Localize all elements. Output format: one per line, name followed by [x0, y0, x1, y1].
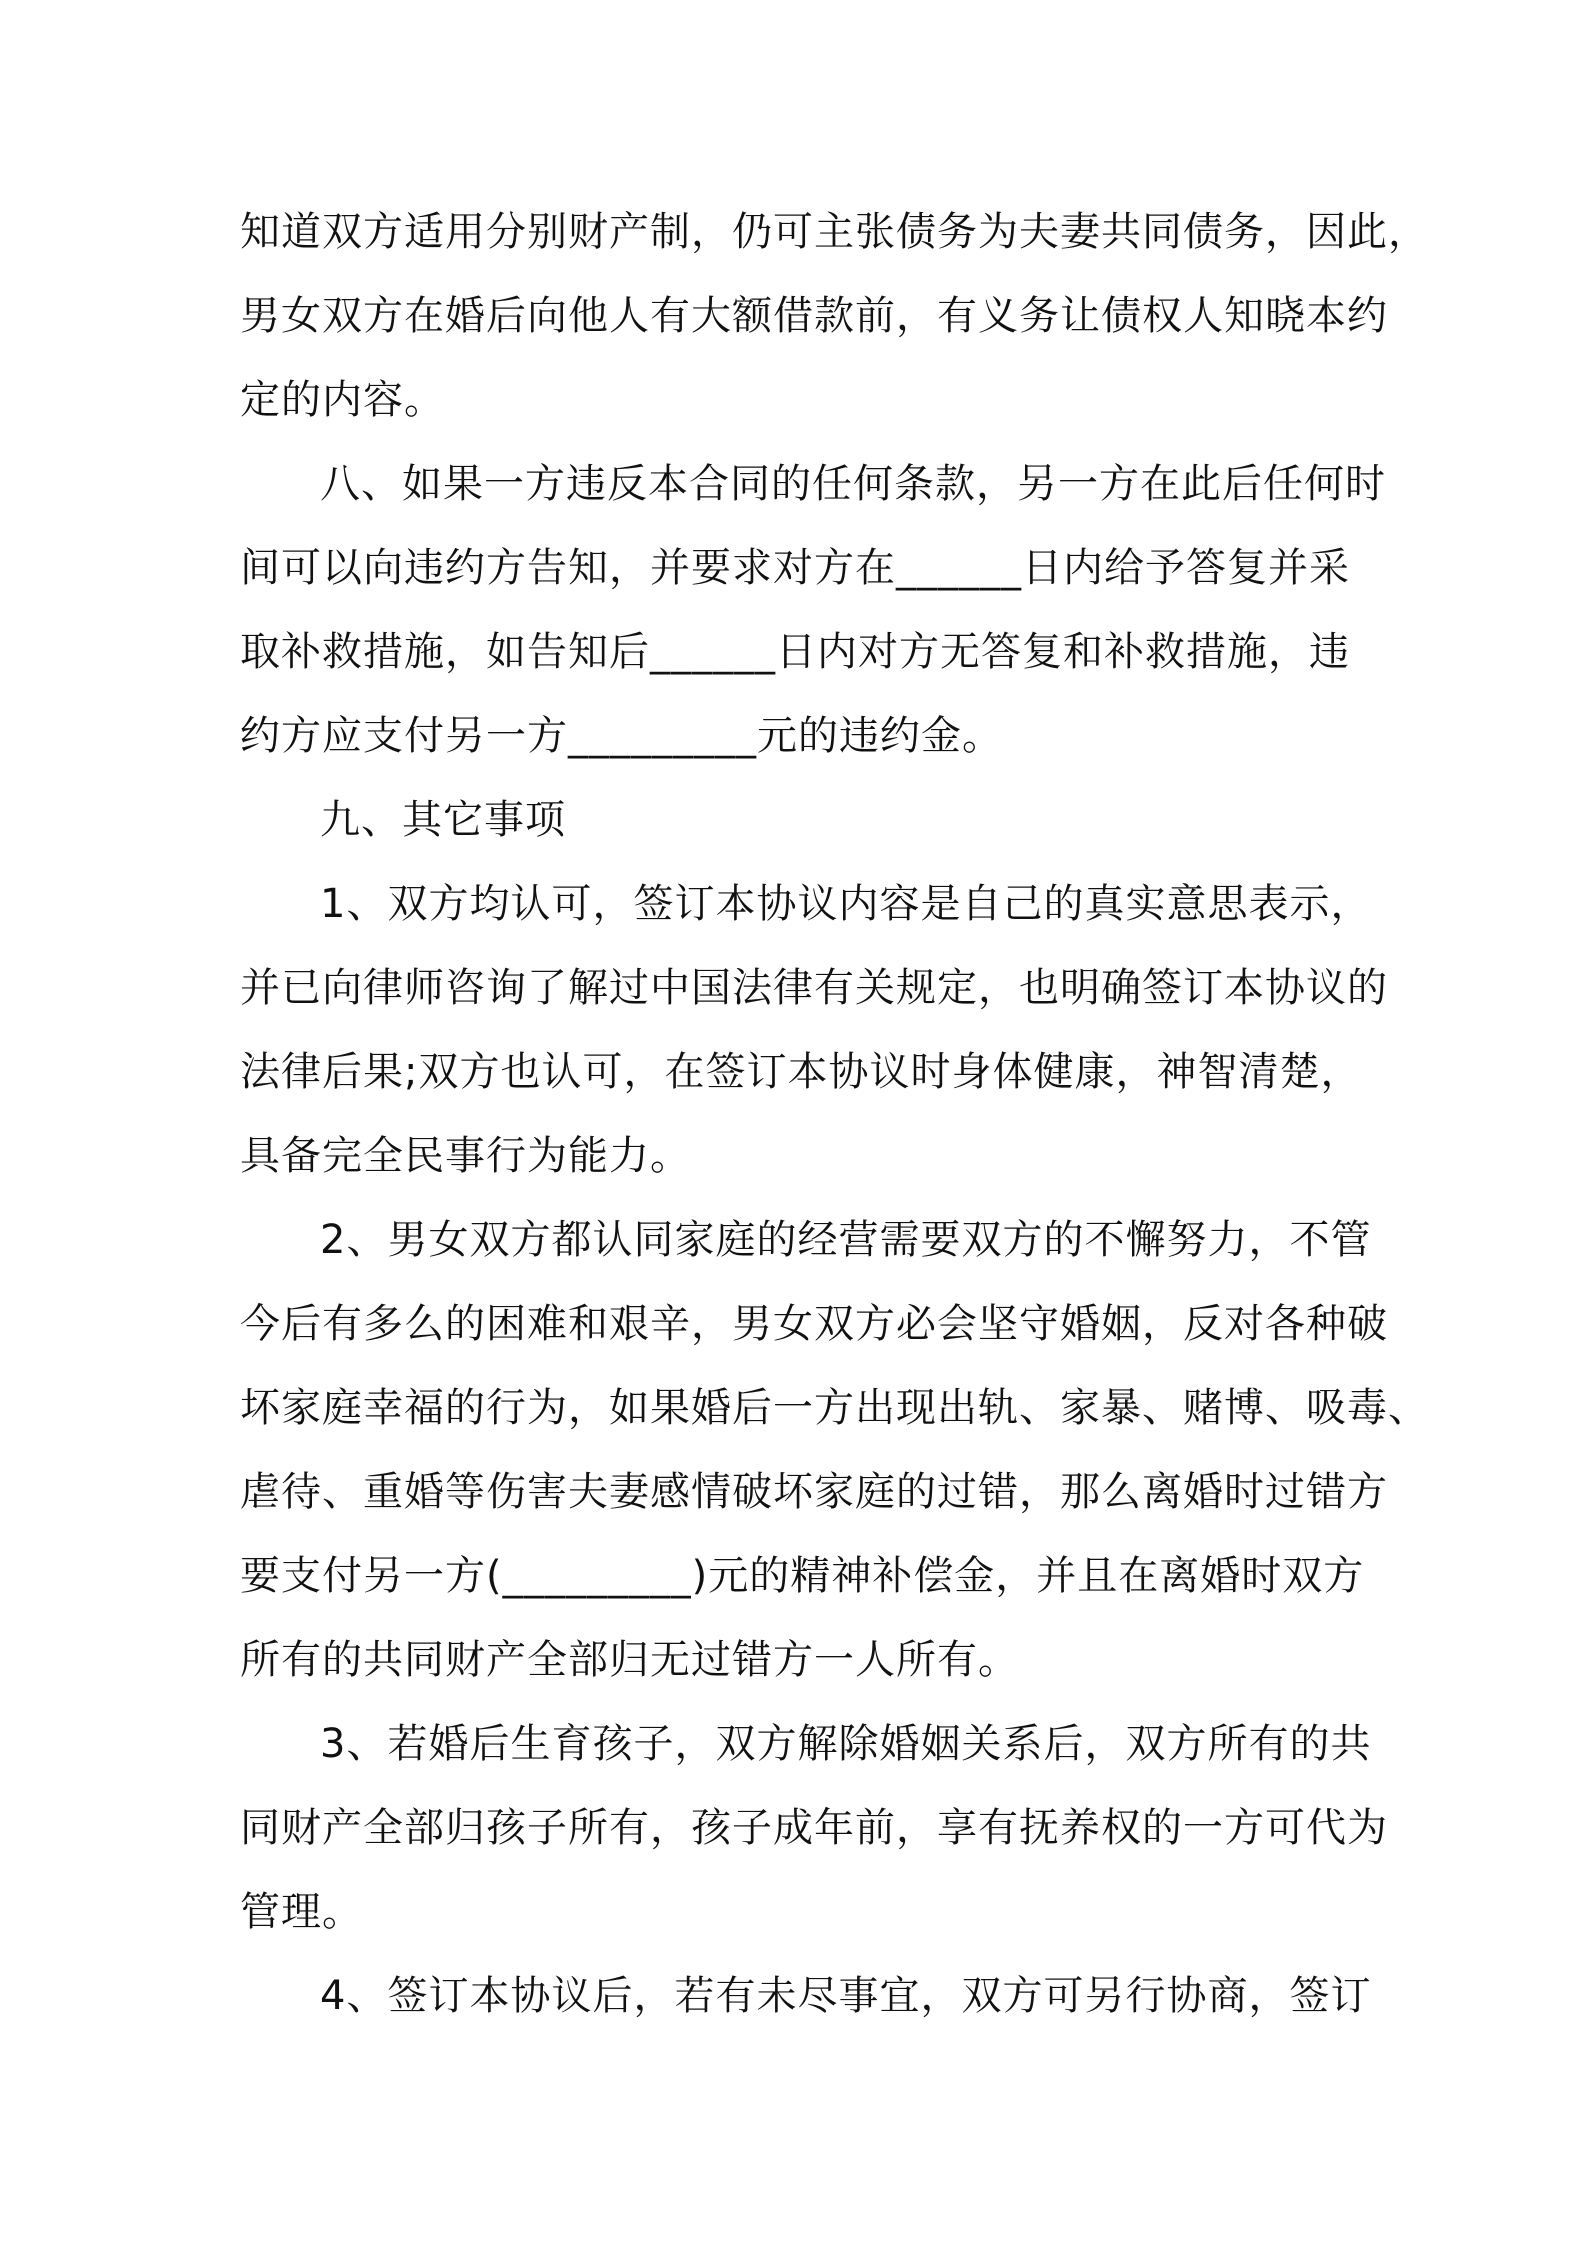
item-3-line: 3、若婚后生育孩子，双方解除婚姻关系后，双方所有的共 [320, 1721, 1372, 1767]
document-body [240, 190, 1429, 2038]
text-line: 约方应支付另一方_________元的违约金。 [240, 713, 1003, 759]
clause-8-heading-line: 八、如果一方违反本合同的任何条款，另一方在此后任何时 [320, 461, 1386, 507]
text-line: 所有的共同财产全部归无过错方一人所有。 [240, 1637, 1019, 1683]
item-4-line: 4、签订本协议后，若有未尽事宜，双方可另行协商，签订 [320, 1973, 1372, 2019]
text-line: 定的内容。 [240, 377, 445, 423]
item-1-line: 1、双方均认可，签订本协议内容是自己的真实意思表示， [320, 881, 1372, 927]
text-line: 要支付另一方(_________)元的精神补偿金，并且在离婚时双方 [240, 1553, 1365, 1599]
text-line: 知道双方适用分别财产制，仍可主张债务为夫妻共同债务，因此， [240, 209, 1429, 255]
text-line: 虐待、重婚等伤害夫妻感情破坏家庭的过错，那么离婚时过错方 [240, 1469, 1388, 1515]
item-2-line: 2、男女双方都认同家庭的经营需要双方的不懈努力，不管 [320, 1217, 1372, 1263]
section-9-heading: 九、其它事项 [320, 797, 566, 843]
text-line: 男女双方在婚后向他人有大额借款前，有义务让债权人知晓本约 [240, 293, 1388, 339]
text-line: 管理。 [240, 1889, 363, 1935]
text-line: 间可以向违约方告知，并要求对方在______日内给予答复并采 [240, 545, 1350, 591]
text-line: 法律后果;双方也认可，在签订本协议时身体健康，神智清楚， [240, 1049, 1362, 1095]
text-line: 同财产全部归孩子所有，孩子成年前，享有抚养权的一方可代为 [240, 1805, 1388, 1851]
text-line: 并已向律师咨询了解过中国法律有关规定，也明确签订本协议的 [240, 965, 1388, 1011]
text-line: 今后有多么的困难和艰辛，男女双方必会坚守婚姻，反对各种破 [240, 1301, 1388, 1347]
text-line: 坏家庭幸福的行为，如果婚后一方出现出轨、家暴、赌博、吸毒、 [240, 1385, 1429, 1431]
text-line: 具备完全民事行为能力。 [240, 1133, 691, 1179]
text-line: 取补救措施，如告知后______日内对方无答复和补救措施，违 [240, 629, 1350, 675]
